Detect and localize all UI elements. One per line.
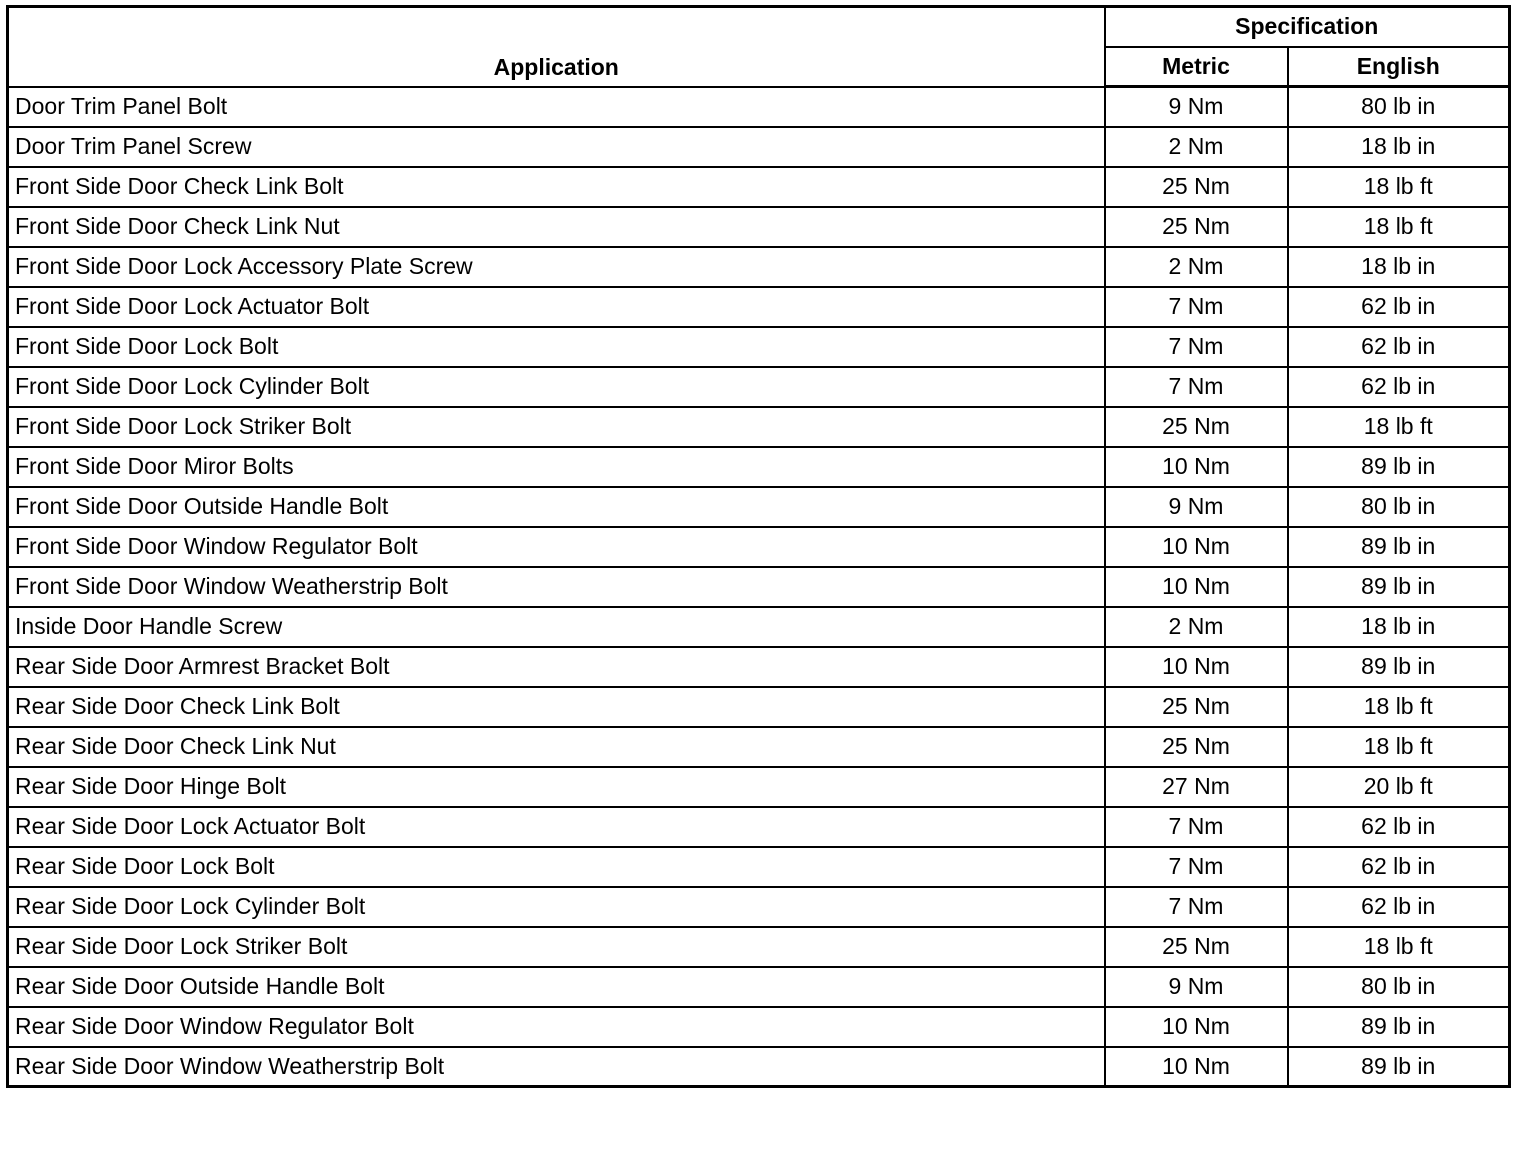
table-row [8, 807, 1510, 847]
metric-value-cell: 10 Nm [1105, 447, 1288, 487]
table-row [8, 887, 1510, 927]
english-value-cell: 18 lb ft [1288, 927, 1510, 967]
metric-value-cell: 7 Nm [1105, 847, 1288, 887]
metric-column-header: Metric [1105, 47, 1288, 87]
english-value-cell: 89 lb in [1288, 647, 1510, 687]
english-value-cell: 20 lb ft [1288, 767, 1510, 807]
english-column-header: English [1288, 47, 1510, 87]
metric-value-cell: 2 Nm [1105, 607, 1288, 647]
table-row [8, 247, 1510, 287]
table-row [8, 407, 1510, 447]
metric-value-cell: 9 Nm [1105, 487, 1288, 527]
table-row [8, 127, 1510, 167]
table-body [8, 87, 1510, 1087]
application-cell: Rear Side Door Window Regulator Bolt [8, 1007, 1105, 1047]
application-cell: Rear Side Door Lock Bolt [8, 847, 1105, 887]
application-cell: Rear Side Door Check Link Bolt [8, 687, 1105, 727]
table-row [8, 967, 1510, 1007]
table-row [8, 87, 1510, 127]
table-row [8, 927, 1510, 967]
application-cell: Front Side Door Lock Bolt [8, 327, 1105, 367]
english-value-cell: 80 lb in [1288, 487, 1510, 527]
english-value-cell: 89 lb in [1288, 1047, 1510, 1087]
application-cell: Front Side Door Check Link Nut [8, 207, 1105, 247]
application-cell: Rear Side Door Check Link Nut [8, 727, 1105, 767]
metric-value-cell: 7 Nm [1105, 887, 1288, 927]
application-cell: Door Trim Panel Screw [8, 127, 1105, 167]
english-value-cell: 62 lb in [1288, 327, 1510, 367]
english-value-cell: 18 lb in [1288, 247, 1510, 287]
metric-value-cell: 25 Nm [1105, 407, 1288, 447]
english-value-cell: 18 lb ft [1288, 167, 1510, 207]
table-row [8, 607, 1510, 647]
application-cell: Front Side Door Lock Accessory Plate Screw [8, 247, 1105, 287]
english-value-cell: 62 lb in [1288, 847, 1510, 887]
torque-specification-table [6, 5, 1511, 1088]
metric-value-cell: 2 Nm [1105, 127, 1288, 167]
metric-value-cell: 25 Nm [1105, 727, 1288, 767]
application-cell: Rear Side Door Lock Actuator Bolt [8, 807, 1105, 847]
table-row [8, 1007, 1510, 1047]
application-cell: Rear Side Door Lock Cylinder Bolt [8, 887, 1105, 927]
application-cell: Front Side Door Outside Handle Bolt [8, 487, 1105, 527]
metric-value-cell: 9 Nm [1105, 87, 1288, 127]
table-row [8, 687, 1510, 727]
metric-value-cell: 10 Nm [1105, 1007, 1288, 1047]
metric-value-cell: 10 Nm [1105, 527, 1288, 567]
application-cell: Front Side Door Check Link Bolt [8, 167, 1105, 207]
english-value-cell: 18 lb ft [1288, 727, 1510, 767]
english-value-cell: 62 lb in [1288, 287, 1510, 327]
english-value-cell: 89 lb in [1288, 447, 1510, 487]
metric-value-cell: 7 Nm [1105, 807, 1288, 847]
application-column-header: Application [8, 7, 1105, 87]
table-row [8, 647, 1510, 687]
metric-value-cell: 7 Nm [1105, 287, 1288, 327]
metric-value-cell: 9 Nm [1105, 967, 1288, 1007]
table-row [8, 287, 1510, 327]
metric-value-cell: 7 Nm [1105, 367, 1288, 407]
table-row [8, 1047, 1510, 1087]
english-value-cell: 18 lb in [1288, 127, 1510, 167]
metric-value-cell: 25 Nm [1105, 207, 1288, 247]
english-value-cell: 89 lb in [1288, 567, 1510, 607]
english-value-cell: 89 lb in [1288, 1007, 1510, 1047]
application-cell: Inside Door Handle Screw [8, 607, 1105, 647]
english-value-cell: 62 lb in [1288, 807, 1510, 847]
table-header [8, 7, 1510, 87]
english-value-cell: 18 lb in [1288, 607, 1510, 647]
table-row [8, 767, 1510, 807]
application-cell: Rear Side Door Outside Handle Bolt [8, 967, 1105, 1007]
english-value-cell: 80 lb in [1288, 967, 1510, 1007]
english-value-cell: 62 lb in [1288, 367, 1510, 407]
english-value-cell: 18 lb ft [1288, 687, 1510, 727]
table-row [8, 367, 1510, 407]
english-value-cell: 18 lb ft [1288, 207, 1510, 247]
english-value-cell: 18 lb ft [1288, 407, 1510, 447]
application-cell: Rear Side Door Lock Striker Bolt [8, 927, 1105, 967]
table-row [8, 207, 1510, 247]
table-row [8, 167, 1510, 207]
table-row [8, 527, 1510, 567]
metric-value-cell: 10 Nm [1105, 567, 1288, 607]
metric-value-cell: 25 Nm [1105, 687, 1288, 727]
table-row [8, 567, 1510, 607]
application-cell: Front Side Door Lock Striker Bolt [8, 407, 1105, 447]
table-row [8, 447, 1510, 487]
english-value-cell: 62 lb in [1288, 887, 1510, 927]
table-row [8, 847, 1510, 887]
application-cell: Rear Side Door Armrest Bracket Bolt [8, 647, 1105, 687]
table-row [8, 727, 1510, 767]
metric-value-cell: 2 Nm [1105, 247, 1288, 287]
application-cell: Rear Side Door Hinge Bolt [8, 767, 1105, 807]
application-cell: Front Side Door Lock Cylinder Bolt [8, 367, 1105, 407]
metric-value-cell: 10 Nm [1105, 1047, 1288, 1087]
application-cell: Rear Side Door Window Weatherstrip Bolt [8, 1047, 1105, 1087]
table-row [8, 327, 1510, 367]
table-row [8, 487, 1510, 527]
application-cell: Front Side Door Lock Actuator Bolt [8, 287, 1105, 327]
english-value-cell: 80 lb in [1288, 87, 1510, 127]
application-cell: Front Side Door Window Weatherstrip Bolt [8, 567, 1105, 607]
english-value-cell: 89 lb in [1288, 527, 1510, 567]
specification-column-header: Specification [1105, 7, 1510, 47]
application-cell: Door Trim Panel Bolt [8, 87, 1105, 127]
metric-value-cell: 10 Nm [1105, 647, 1288, 687]
metric-value-cell: 27 Nm [1105, 767, 1288, 807]
application-cell: Front Side Door Window Regulator Bolt [8, 527, 1105, 567]
metric-value-cell: 25 Nm [1105, 167, 1288, 207]
metric-value-cell: 25 Nm [1105, 927, 1288, 967]
application-cell: Front Side Door Miror Bolts [8, 447, 1105, 487]
metric-value-cell: 7 Nm [1105, 327, 1288, 367]
